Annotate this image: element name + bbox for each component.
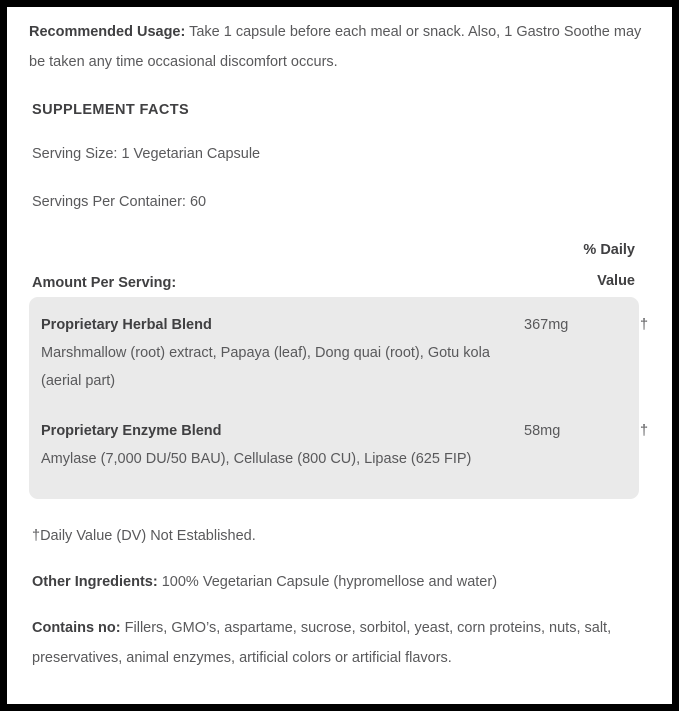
daily-value-footnote: †Daily Value (DV) Not Established. [32,528,256,544]
page-title: SUPPLEMENT FACTS [32,102,190,118]
servings-per-container-line: Servings Per Container: 60 [32,194,207,210]
daily-value-header-line1: % Daily [583,242,635,258]
other-ingredients-paragraph [32,567,652,597]
proprietary-blend-panel [29,297,649,499]
table-row [41,417,649,477]
recommended-usage-paragraph [29,17,652,77]
blend-amount: 58mg [524,423,561,439]
blend-amount: 367mg [524,317,569,333]
blend-detail: Marshmallow (root) extract, Papaya (leaf), Dong quai (root), Gotu kola (aerial part) [41,345,490,389]
other-ingredients-text: 100% Vegetarian Capsule (hypromellose and water) [157,574,498,590]
blend-name: Proprietary Herbal Blend [41,317,212,333]
amount-per-serving-header: Amount Per Serving: [32,275,177,291]
blend-detail: Amylase (7,000 DU/50 BAU), Cellulase (800 CU), Lipase (625 FIP) [41,451,472,467]
other-ingredients-label: Other Ingredients: [32,574,158,590]
contains-no-paragraph [32,613,652,673]
supplement-table-header [29,235,652,297]
daily-value-header [515,235,635,297]
daily-value-header-line2: Value [597,273,635,289]
table-row [41,311,649,399]
recommended-usage-label: Recommended Usage: [29,24,186,40]
contains-no-text: Fillers, GMO’s, aspartame, sucrose, sorbitol, yeast, corn proteins, nuts, salt, preservatives, animal enzymes, artificial colors or artificial flavors. [32,620,612,666]
blend-daily-value: † [639,317,649,333]
serving-size-line: Serving Size: 1 Vegetarian Capsule [32,146,261,162]
contains-no-label: Contains no: [32,620,121,636]
recommended-usage-text: Take 1 capsule before each meal or snack. Also, 1 Gastro Soothe may be taken any time occasional discomfort occurs. [29,24,642,70]
blend-name: Proprietary Enzyme Blend [41,423,222,439]
blend-daily-value: † [639,423,649,439]
